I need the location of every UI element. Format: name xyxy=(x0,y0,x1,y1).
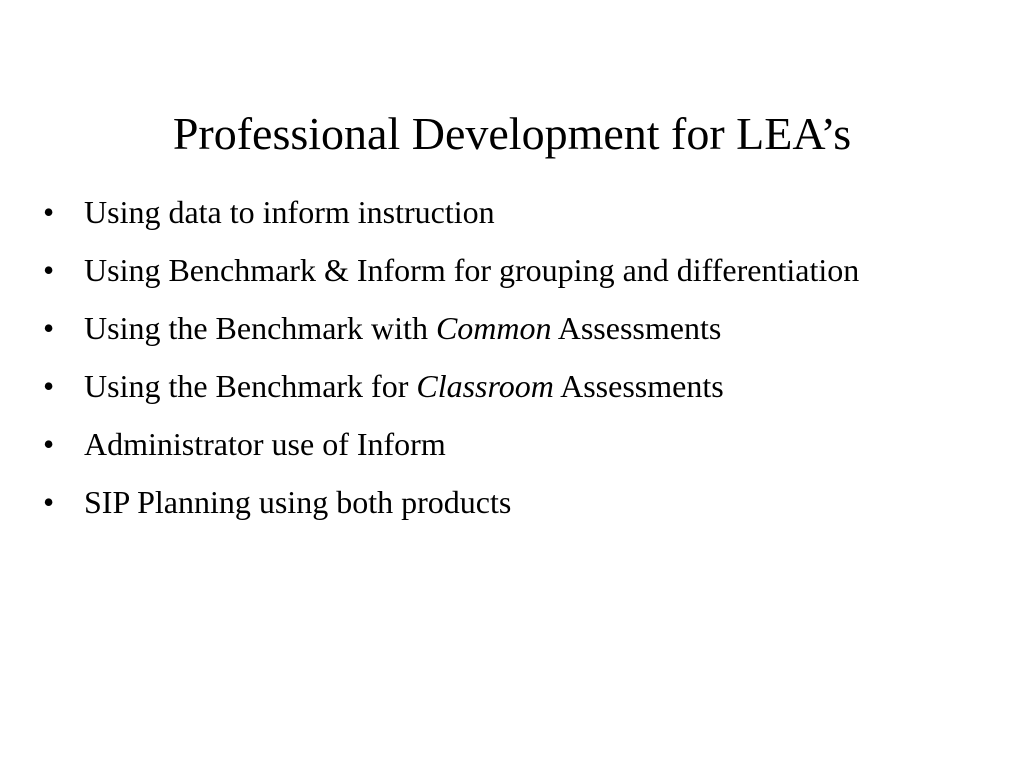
slide-title: Professional Development for LEA’s xyxy=(172,108,852,159)
bullet-item xyxy=(43,248,943,292)
bullet-text: Using the Benchmark with xyxy=(84,310,436,346)
bullet-item xyxy=(43,306,943,350)
bullet-list xyxy=(43,190,943,538)
bullet-text-suffix: Assessments xyxy=(553,368,724,404)
bullet-text: Using the Benchmark for xyxy=(84,368,417,404)
bullet-item xyxy=(43,480,943,524)
bullet-text: Administrator use of Inform xyxy=(84,426,446,462)
bullet-item xyxy=(43,422,943,466)
bullet-marker: • xyxy=(43,310,55,346)
bullet-item xyxy=(43,364,943,408)
bullet-text: SIP Planning using both products xyxy=(84,484,512,520)
bullet-text: Using Benchmark & Inform for grouping and differentiation xyxy=(84,252,860,288)
bullet-marker: • xyxy=(43,368,55,404)
bullet-item xyxy=(43,190,943,234)
bullet-marker: • xyxy=(43,194,55,230)
bullet-text: Using data to inform instruction xyxy=(84,194,495,230)
bullet-marker: • xyxy=(43,484,55,520)
bullet-emphasis: Classroom xyxy=(416,368,554,404)
bullet-marker: • xyxy=(43,252,55,288)
bullet-emphasis: Common xyxy=(435,310,552,346)
bullet-marker: • xyxy=(43,426,55,462)
bullet-text-suffix: Assessments xyxy=(551,310,722,346)
